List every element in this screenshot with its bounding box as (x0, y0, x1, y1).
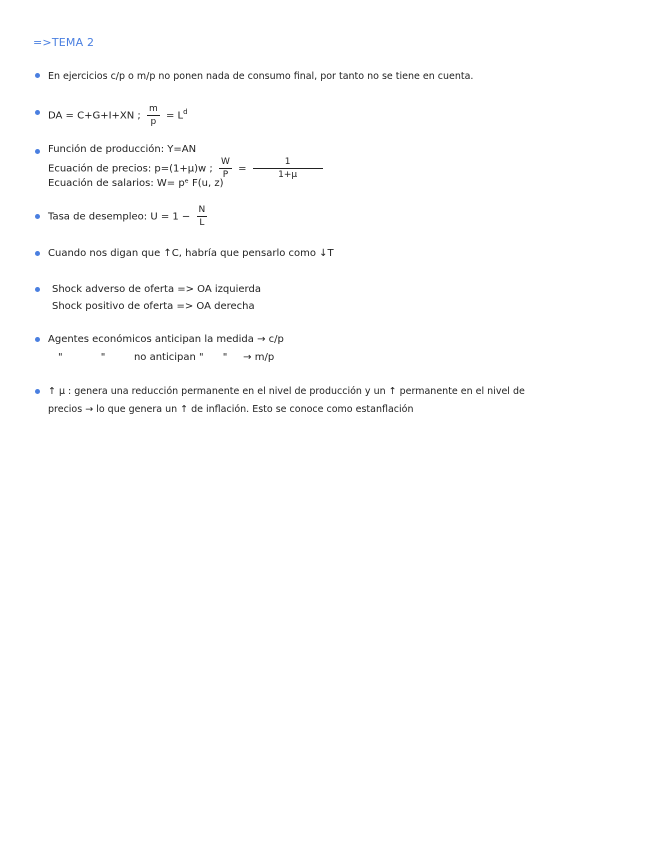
bullet-dot (35, 337, 40, 342)
note-markup-increase-line1: ↑ μ : genera una reducción permanente en el nivel de producción y un ↑ permanente en el nivel de (48, 386, 525, 397)
fraction-1-over-1-plus-mu (253, 157, 323, 180)
note-wage-equation: Ecuación de salarios: W= pᵉ F(u, z) (48, 178, 224, 189)
note-production-function: Función de producción: Y=AN (48, 144, 197, 155)
bullet-dot (35, 149, 40, 154)
bullet-dot (35, 389, 40, 394)
note-agents-not-anticipate: " " no anticipan " " → m/p (58, 352, 275, 363)
bullet-dot (35, 251, 40, 256)
fraction-bar (219, 168, 232, 169)
note-aggregate-demand (48, 104, 188, 127)
fraction-bar (147, 115, 160, 116)
equals-sign: = (238, 163, 247, 175)
note-markup-increase-line2: precios → lo que genera un ↑ de inflación. Esto se conoce como estanflación (48, 404, 414, 415)
price-equation: Ecuación de precios: p=(1+μ)w ; (48, 163, 213, 175)
note-adverse-shock: Shock adverso de oferta => OA izquierda (52, 284, 261, 295)
page-title: =>TEMA 2 (33, 36, 95, 49)
fraction-n-l (197, 205, 208, 228)
bullet-dot (35, 287, 40, 292)
note-consumption: En ejercicios c/p o m/p no ponen nada de consumo final, por tanto no se tiene en cuenta. (48, 71, 474, 82)
note-positive-shock: Shock positivo de oferta => OA derecha (52, 301, 255, 312)
fraction-bar (253, 168, 323, 169)
ad-equation: DA = C+G+I+XN ; (48, 110, 141, 122)
note-consumption-taxes: Cuando nos digan que ↑C, habría que pensarlo como ↓T (48, 248, 334, 259)
fraction-denominator: P (222, 170, 229, 180)
fraction-denominator: p (150, 117, 157, 127)
fraction-numerator: 1 (284, 157, 291, 167)
fraction-denominator: 1+μ (278, 170, 298, 180)
fraction-numerator: m (149, 104, 158, 114)
fraction-numerator: W (220, 157, 230, 167)
fraction-denominator: L (199, 218, 205, 228)
bullet-dot (35, 214, 40, 219)
bullet-dot (35, 110, 40, 115)
labor-demand: = L (165, 110, 184, 122)
note-agents-anticipate: Agentes económicos anticipan la medida → c/p (48, 334, 284, 345)
unemployment-equation: Tasa de desempleo: U = 1 − (48, 211, 191, 223)
fraction-m-p (147, 104, 160, 127)
fraction-bar (197, 216, 208, 217)
superscript-d: d (183, 108, 188, 117)
bullet-dot (35, 73, 40, 78)
fraction-numerator: N (198, 205, 206, 215)
note-unemployment-rate (48, 205, 210, 228)
